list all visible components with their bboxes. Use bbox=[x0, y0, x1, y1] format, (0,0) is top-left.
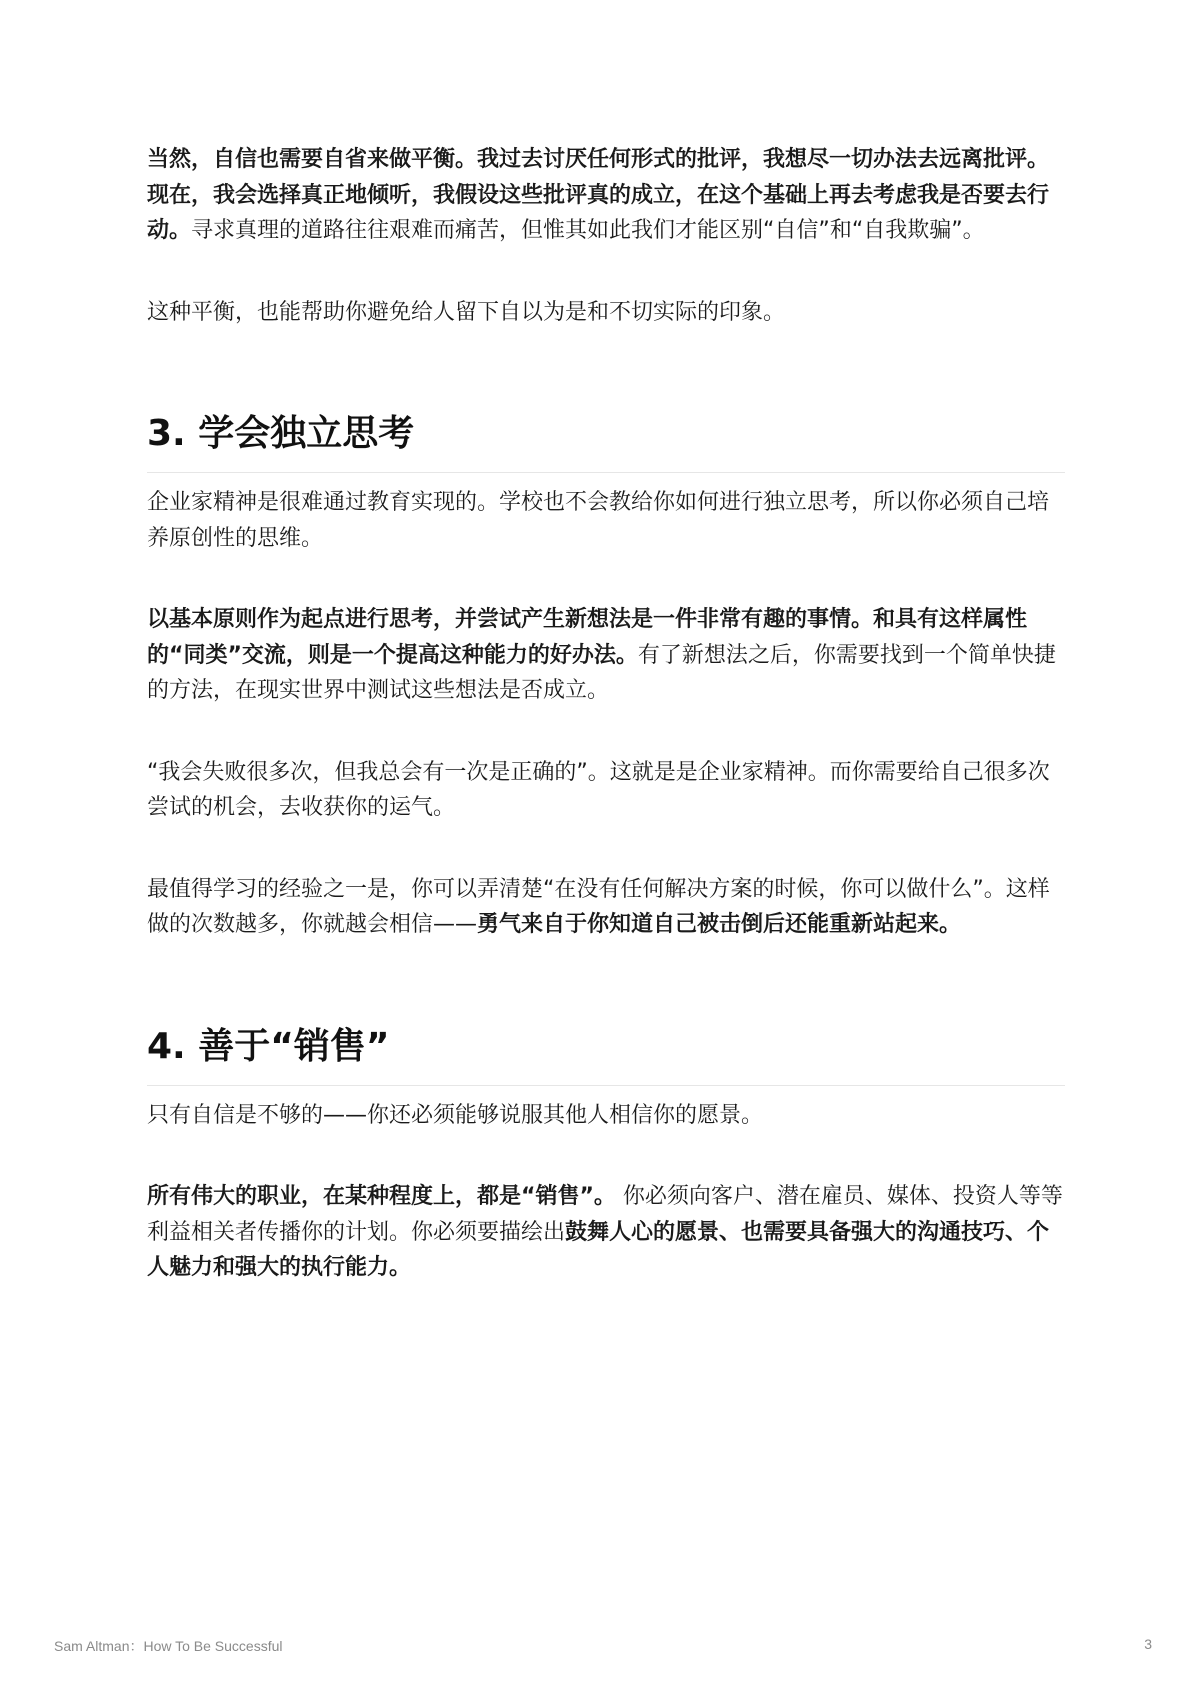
paragraph-balance: 这种平衡，也能帮助你避免给人留下自以为是和不切实际的印象。 bbox=[147, 299, 786, 325]
page-number: 3 bbox=[1144, 1636, 1152, 1652]
paragraph-text: 寻求真理的道路往往艰难而痛苦，但惟其如此我们才能区别“自信”和“自我欺骗”。 bbox=[191, 218, 985, 243]
paragraph-confidence-not-enough: 只有自信是不够的——你还必须能够说服其他人相信你的愿景。 bbox=[147, 1102, 764, 1128]
paragraph-sales bbox=[147, 1179, 1065, 1286]
document-body bbox=[147, 142, 1065, 1286]
bold-text: 以基本原则作为起点进行思考，并尝试产生新想法是一件非常有趣的事情。和具有这样属性的“同类”交流，则是一个提高这种能力的好办法。 bbox=[147, 607, 1028, 668]
bold-text: 鼓舞人心的愿景、也需要具备强大的沟通技巧、个人魅力和强大的执行能力。 bbox=[147, 1219, 1050, 1280]
footer-title: Sam Altman：How To Be Successful bbox=[54, 1638, 283, 1654]
paragraph-text: 你必须向客户、潜在雇员、媒体、投资人等等利益相关者传播你的计划。你必须要描绘出 bbox=[147, 1184, 1063, 1245]
paragraph-self-reflection bbox=[147, 142, 1065, 249]
bold-text: 当然，自信也需要自省来做平衡。我过去讨厌任何形式的批评，我想尽一切办法去远离批评。现在，我会选择真正地倾听，我假设这些批评真的成立，在这个基础上再去考虑我是否要去行动。 bbox=[147, 147, 1050, 243]
section-heading-3: 3. 学会独立思考 bbox=[147, 410, 1065, 473]
paragraph-entrepreneurship: 企业家精神是很难通过教育实现的。学校也不会教给你如何进行独立思考，所以你必须自己培养原创性的思维。 bbox=[147, 490, 1050, 551]
paragraph-text: 最值得学习的经验之一是，你可以弄清楚“在没有任何解决方案的时候，你可以做什么”。这样做的次数越多，你就越会相信—— bbox=[147, 876, 1050, 937]
section-heading-4: 4. 善于“销售” bbox=[147, 1023, 1065, 1086]
paragraph-failure-quote: “我会失败很多次，但我总会有一次是正确的”。这就是是企业家精神。而你需要给自己很多次尝试的机会，去收获你的运气。 bbox=[147, 759, 1050, 820]
paragraph-text: 有了新想法之后，你需要找到一个简单快捷的方法，在现实世界中测试这些想法是否成立。 bbox=[147, 642, 1056, 703]
bold-text: 勇气来自于你知道自己被击倒后还能重新站起来。 bbox=[477, 912, 962, 937]
paragraph-courage bbox=[147, 872, 1065, 943]
paragraph-first-principles bbox=[147, 602, 1065, 709]
bold-text: 所有伟大的职业，在某种程度上，都是“销售”。 bbox=[147, 1184, 616, 1209]
